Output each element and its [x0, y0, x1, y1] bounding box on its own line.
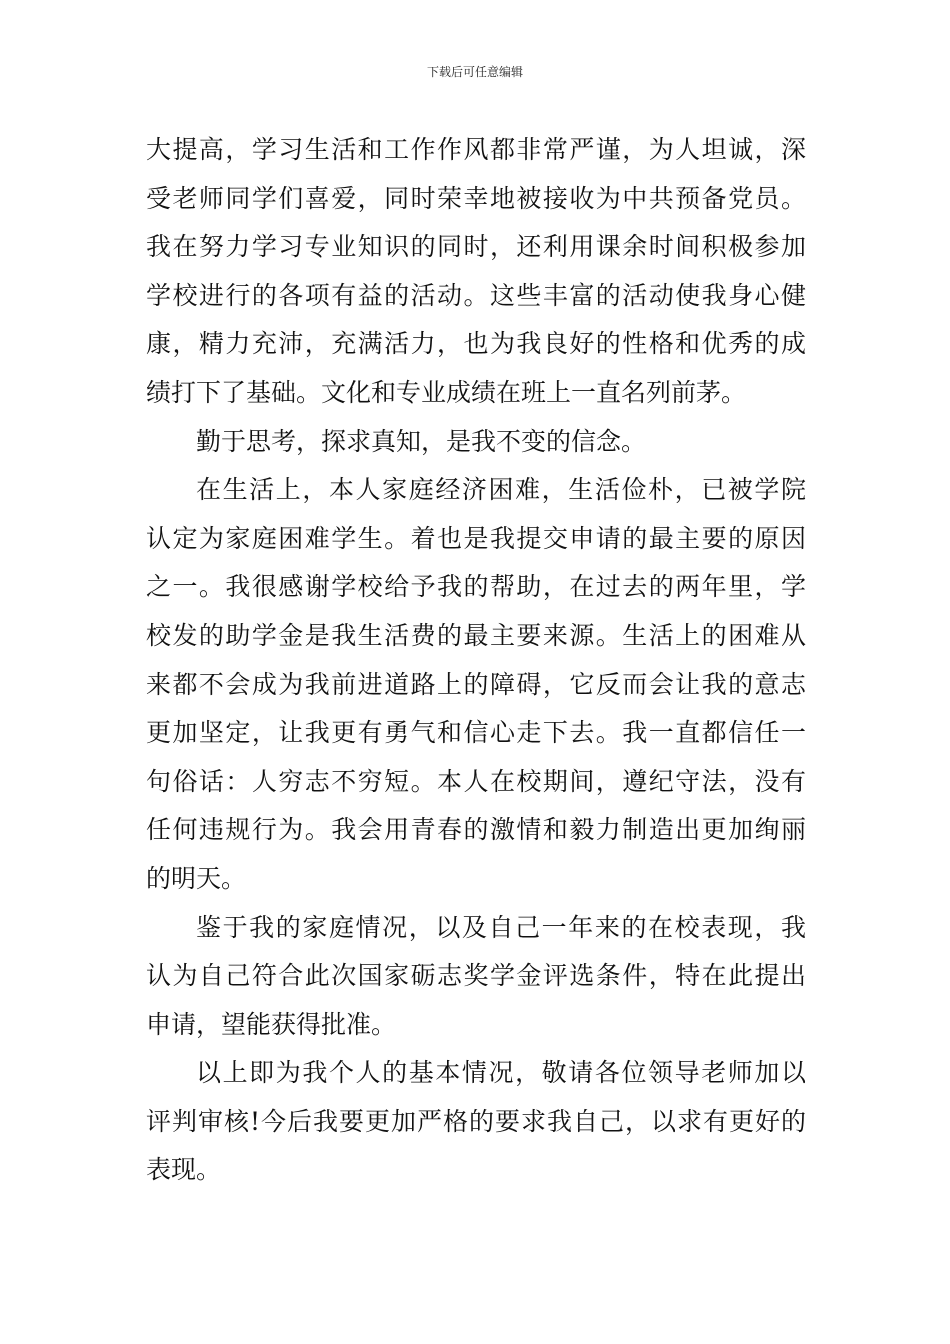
paragraph-line: 鉴于我的家庭情况，以及自己一年来的在校表现，我	[196, 912, 806, 942]
paragraph-line: 受老师同学们喜爱，同时荣幸地被接收为中共预备党员。	[146, 183, 806, 213]
paragraph-line: 康，精力充沛，充满活力，也为我良好的性格和优秀的成	[146, 329, 806, 359]
paragraph-line: 我在努力学习专业知识的同时，还利用课余时间积极参加	[146, 232, 806, 262]
paragraph-line: 勤于思考，探求真知，是我不变的信念。	[196, 426, 647, 456]
paragraph-line: 校发的助学金是我生活费的最主要来源。生活上的困难从	[146, 620, 806, 650]
paragraph-line: 申请，望能获得批准。	[146, 1009, 397, 1039]
paragraph-line: 在生活上，本人家庭经济困难，生活俭朴，已被学院	[196, 475, 806, 505]
header-note: 下载后可任意编辑	[426, 65, 523, 79]
paragraph-line: 学校进行的各项有益的活动。这些丰富的活动使我身心健	[146, 280, 806, 310]
paragraph-line: 评判审核!今后我要更加严格的要求我自己，以求有更好的	[146, 1106, 806, 1136]
paragraph-line: 认定为家庭困难学生。着也是我提交申请的最主要的原因	[146, 523, 806, 553]
paragraph-line: 认为自己符合此次国家砺志奖学金评选条件，特在此提出	[146, 961, 806, 991]
paragraph-line: 绩打下了基础。文化和专业成绩在班上一直名列前茅。	[146, 377, 747, 407]
paragraph-line: 以上即为我个人的基本情况，敬请各位领导老师加以	[196, 1058, 806, 1088]
document-body	[146, 126, 806, 1195]
paragraph-line: 表现。	[146, 1155, 222, 1185]
paragraph-line: 任何违规行为。我会用青春的激情和毅力制造出更加绚丽	[146, 815, 806, 845]
paragraph-line: 句俗话：人穷志不穷短。本人在校期间，遵纪守法，没有	[146, 766, 806, 796]
paragraph-line: 大提高，学习生活和工作作风都非常严谨，为人坦诚，深	[146, 135, 806, 164]
paragraph-line: 来都不会成为我前进道路上的障碍，它反而会让我的意志	[146, 669, 806, 699]
paragraph-line: 更加坚定，让我更有勇气和信心走下去。我一直都信任一	[146, 718, 806, 748]
paragraph-line: 之一。我很感谢学校给予我的帮助，在过去的两年里，学	[146, 572, 806, 602]
paragraph-line: 的明天。	[146, 863, 247, 893]
